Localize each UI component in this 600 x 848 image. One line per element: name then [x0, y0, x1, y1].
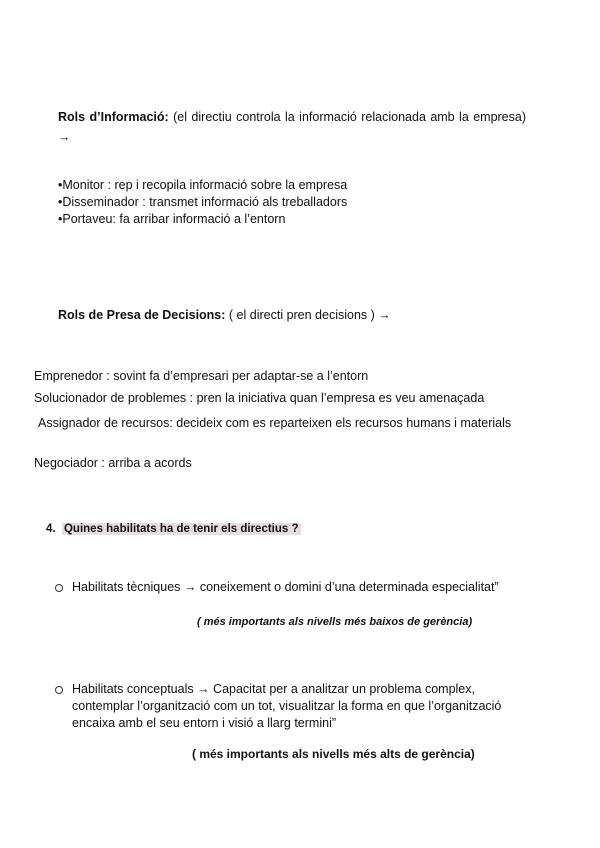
list-item: Negociador : arriba a acords [34, 456, 192, 470]
question-number: 4. [46, 523, 56, 535]
skill-conceptual: Habilitats conceptuals → Capacitat per a analitzar un problema complex, contemplar l’organització com un tot, visualitzar la forma en que l’organització encaixa amb el seu entorn i visió a llarg termini” [72, 682, 502, 730]
list-item: Emprenedor : sovint fa d’empresari per adaptar-se a l’entorn [34, 369, 369, 383]
decision-roles-title: Rols de Presa de Decisions: [58, 308, 226, 322]
decision-roles-heading [58, 308, 391, 322]
info-roles-paragraph [58, 107, 526, 147]
skill-conceptual-note: ( més importants als nivells més alts de gerència) [192, 747, 475, 761]
info-roles-description: (el directiu controla la informació relacionada amb la empresa) → [58, 110, 526, 144]
question-text: Quines habilitats ha de tenir els directius ? [63, 523, 299, 535]
info-roles-list [58, 177, 347, 228]
info-roles-title: Rols d’Informació: [58, 110, 169, 124]
circle-bullet-icon [55, 686, 63, 694]
skill-technical-note: ( més importants als nivells més baixos de gerència) [197, 616, 473, 628]
circle-bullet-icon [55, 584, 63, 592]
list-item: •Disseminador : transmet informació als treballadors [58, 195, 348, 209]
list-item: Solucionador de problemes : pren la iniciativa quan l’empresa es veu amenaçada [34, 391, 485, 405]
skill-technical: Habilitats tècniques → coneixement o domini d’una determinada especialitat” [72, 580, 499, 594]
list-item: •Monitor : rep i recopila informació sobre la empresa [58, 178, 348, 192]
list-item: •Portaveu: fa arribar informació a l’entorn [58, 212, 286, 226]
question-heading [46, 523, 301, 535]
list-item: Assignador de recursos: decideix com es reparteixen els recursos humans i materials [38, 416, 512, 430]
decision-roles-description: ( el directi pren decisions ) → [225, 308, 391, 322]
